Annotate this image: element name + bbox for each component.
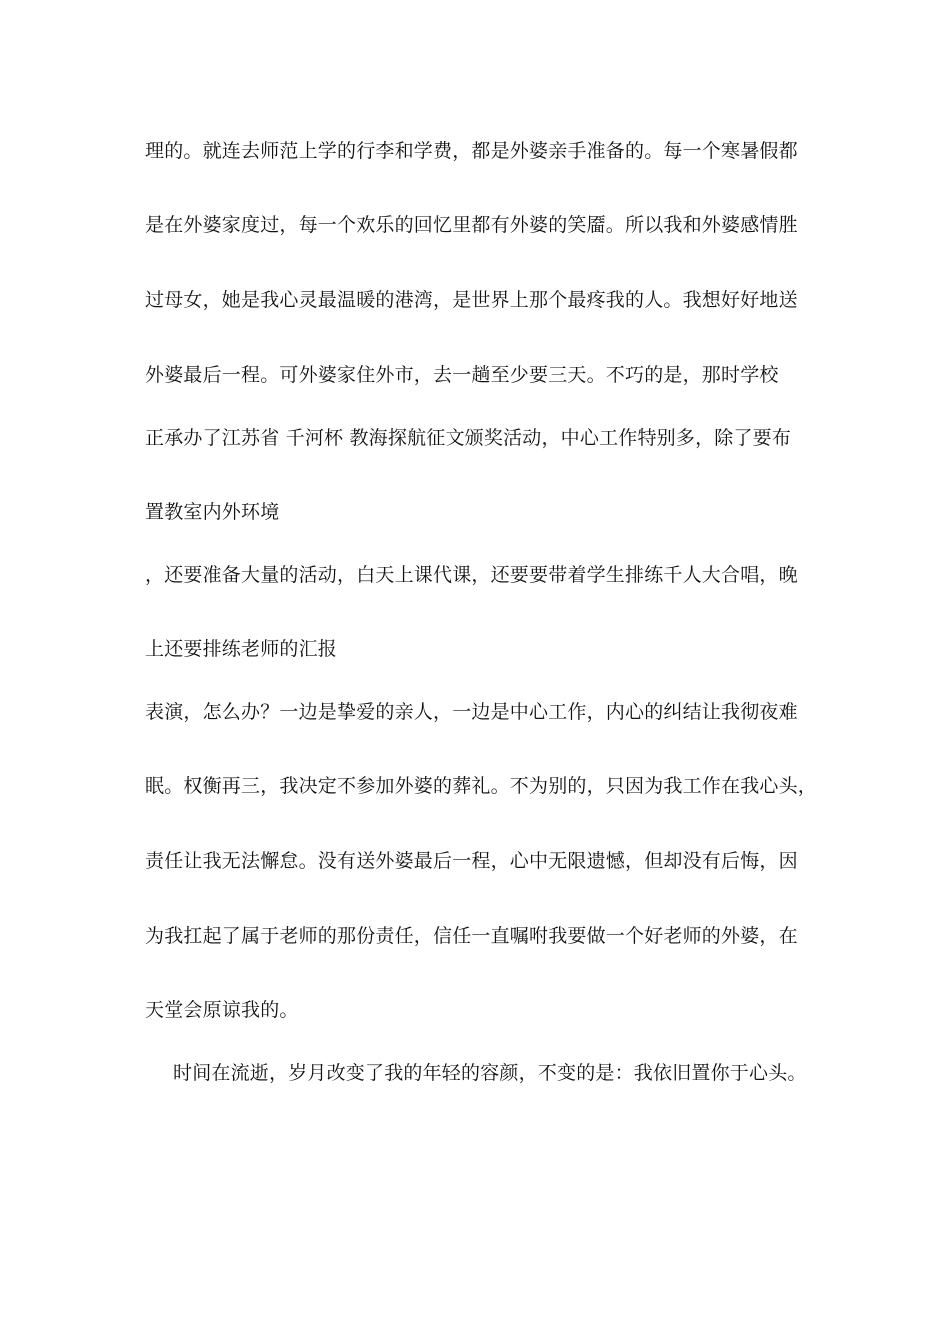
- text-line: 表演，怎么办？一边是挚爱的亲人，一边是中心工作，内心的纠结让我彻夜难: [145, 701, 798, 723]
- text-line: 过母女，她是我心灵最温暖的港湾，是世界上那个最疼我的人。我想好好地送: [145, 289, 798, 311]
- text-line: 是在外婆家度过，每一个欢乐的回忆里都有外婆的笑靥。所以我和外婆感情胜: [145, 214, 798, 236]
- text-line: ，还要准备大量的活动，白天上课代课，还要要带着学生排练千人大合唱，晚: [145, 564, 798, 586]
- text-line: 为我扛起了属于老师的那份责任，信任一直嘱咐我要做一个好老师的外婆，在: [145, 925, 798, 947]
- text-line: 天堂会原谅我的。: [145, 999, 299, 1021]
- text-line: 置教室内外环境: [145, 501, 280, 523]
- text-line: 责任让我无法懈怠。没有送外婆最后一程，心中无限遗憾，但却没有后悔，因: [145, 850, 798, 872]
- text-line: 理的。就连去师范上学的行李和学费，都是外婆亲手准备的。每一个寒暑假都: [145, 140, 798, 162]
- text-line: 外婆最后一程。可外婆家住外市，去一趟至少要三天。不巧的是，那时学校: [145, 364, 779, 386]
- text-line: 正承办了江苏省 千河杯 教海探航征文颁奖活动，中心工作特别多，除了要布: [145, 427, 792, 449]
- text-line: 眠。权衡再三，我决定不参加外婆的葬礼。不为别的，只因为我工作在我心头，: [145, 775, 818, 797]
- paragraph-first-line: 时间在流逝，岁月改变了我的年轻的容颜，不变的是：我依旧置你于心头。: [173, 1062, 807, 1084]
- text-line: 上还要排练老师的汇报: [145, 638, 338, 660]
